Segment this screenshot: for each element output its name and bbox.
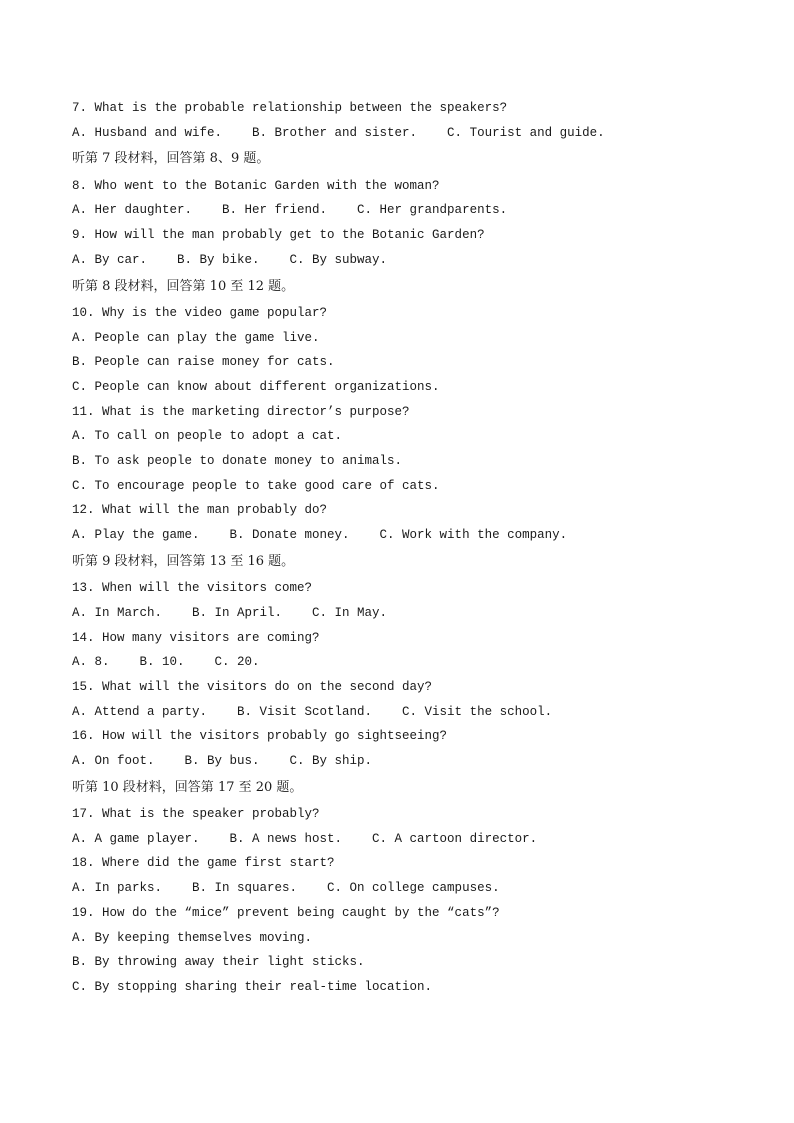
- options-18: A. In parks. B. In squares. C. On college campuses.: [72, 881, 500, 896]
- option-11-b: B. To ask people to donate money to animals.: [72, 454, 403, 469]
- option-10-a: A. People can play the game live.: [72, 330, 320, 345]
- question-12: 12. What will the man probably do?: [72, 503, 328, 518]
- question-8: 8. Who went to the Botanic Garden with the woman?: [72, 178, 440, 193]
- options-15: A. Attend a party. B. Visit Scotland. C. Visit the school.: [72, 704, 553, 719]
- options-7: A. Husband and wife. B. Brother and sister. C. Tourist and guide.: [72, 125, 605, 140]
- option-11-c: C. To encourage people to take good care of cats.: [72, 478, 440, 493]
- question-17: 17. What is the speaker probably?: [72, 807, 320, 822]
- section-heading-8: 听第 8 段材料，回答第 10 至 12 题。: [72, 278, 295, 294]
- option-10-c: C. People can know about different organizations.: [72, 379, 440, 394]
- question-14: 14. How many visitors are coming?: [72, 630, 320, 645]
- option-11-a: A. To call on people to adopt a cat.: [72, 429, 343, 444]
- option-19-b: B. By throwing away their light sticks.: [72, 955, 365, 970]
- question-7: 7. What is the probable relationship between the speakers?: [72, 101, 508, 115]
- question-9: 9. How will the man probably get to the Botanic Garden?: [72, 228, 485, 243]
- options-13: A. In March. B. In April. C. In May.: [72, 605, 388, 620]
- question-16: 16. How will the visitors probably go sightseeing?: [72, 729, 448, 744]
- section-heading-10: 听第 10 段材料，回答第 17 至 20 题。: [72, 779, 303, 795]
- option-19-c: C. By stopping sharing their real-time location.: [72, 979, 433, 994]
- question-18: 18. Where did the game first start?: [72, 856, 335, 871]
- options-16: A. On foot. B. By bus. C. By ship.: [72, 753, 373, 768]
- options-12: A. Play the game. B. Donate money. C. Work with the company.: [72, 528, 568, 543]
- option-10-b: B. People can raise money for cats.: [72, 355, 335, 370]
- options-14: A. 8. B. 10. C. 20.: [72, 655, 260, 670]
- section-heading-7: 听第 7 段材料，回答第 8、9 题。: [72, 151, 270, 167]
- section-heading-9: 听第 9 段材料，回答第 13 至 16 题。: [72, 553, 295, 569]
- options-9: A. By car. B. By bike. C. By subway.: [72, 252, 388, 267]
- question-13: 13. When will the visitors come?: [72, 581, 313, 596]
- question-10: 10. Why is the video game popular?: [72, 305, 328, 320]
- options-8: A. Her daughter. B. Her friend. C. Her grandparents.: [72, 203, 508, 218]
- option-19-a: A. By keeping themselves moving.: [72, 930, 313, 945]
- question-15: 15. What will the visitors do on the second day?: [72, 679, 433, 694]
- question-11: 11. What is the marketing director’s purpose?: [72, 404, 410, 419]
- document-body: [72, 96, 752, 1000]
- question-19: 19. How do the “mice” prevent being caught by the “cats”?: [72, 905, 500, 920]
- options-17: A. A game player. B. A news host. C. A cartoon director.: [72, 831, 538, 846]
